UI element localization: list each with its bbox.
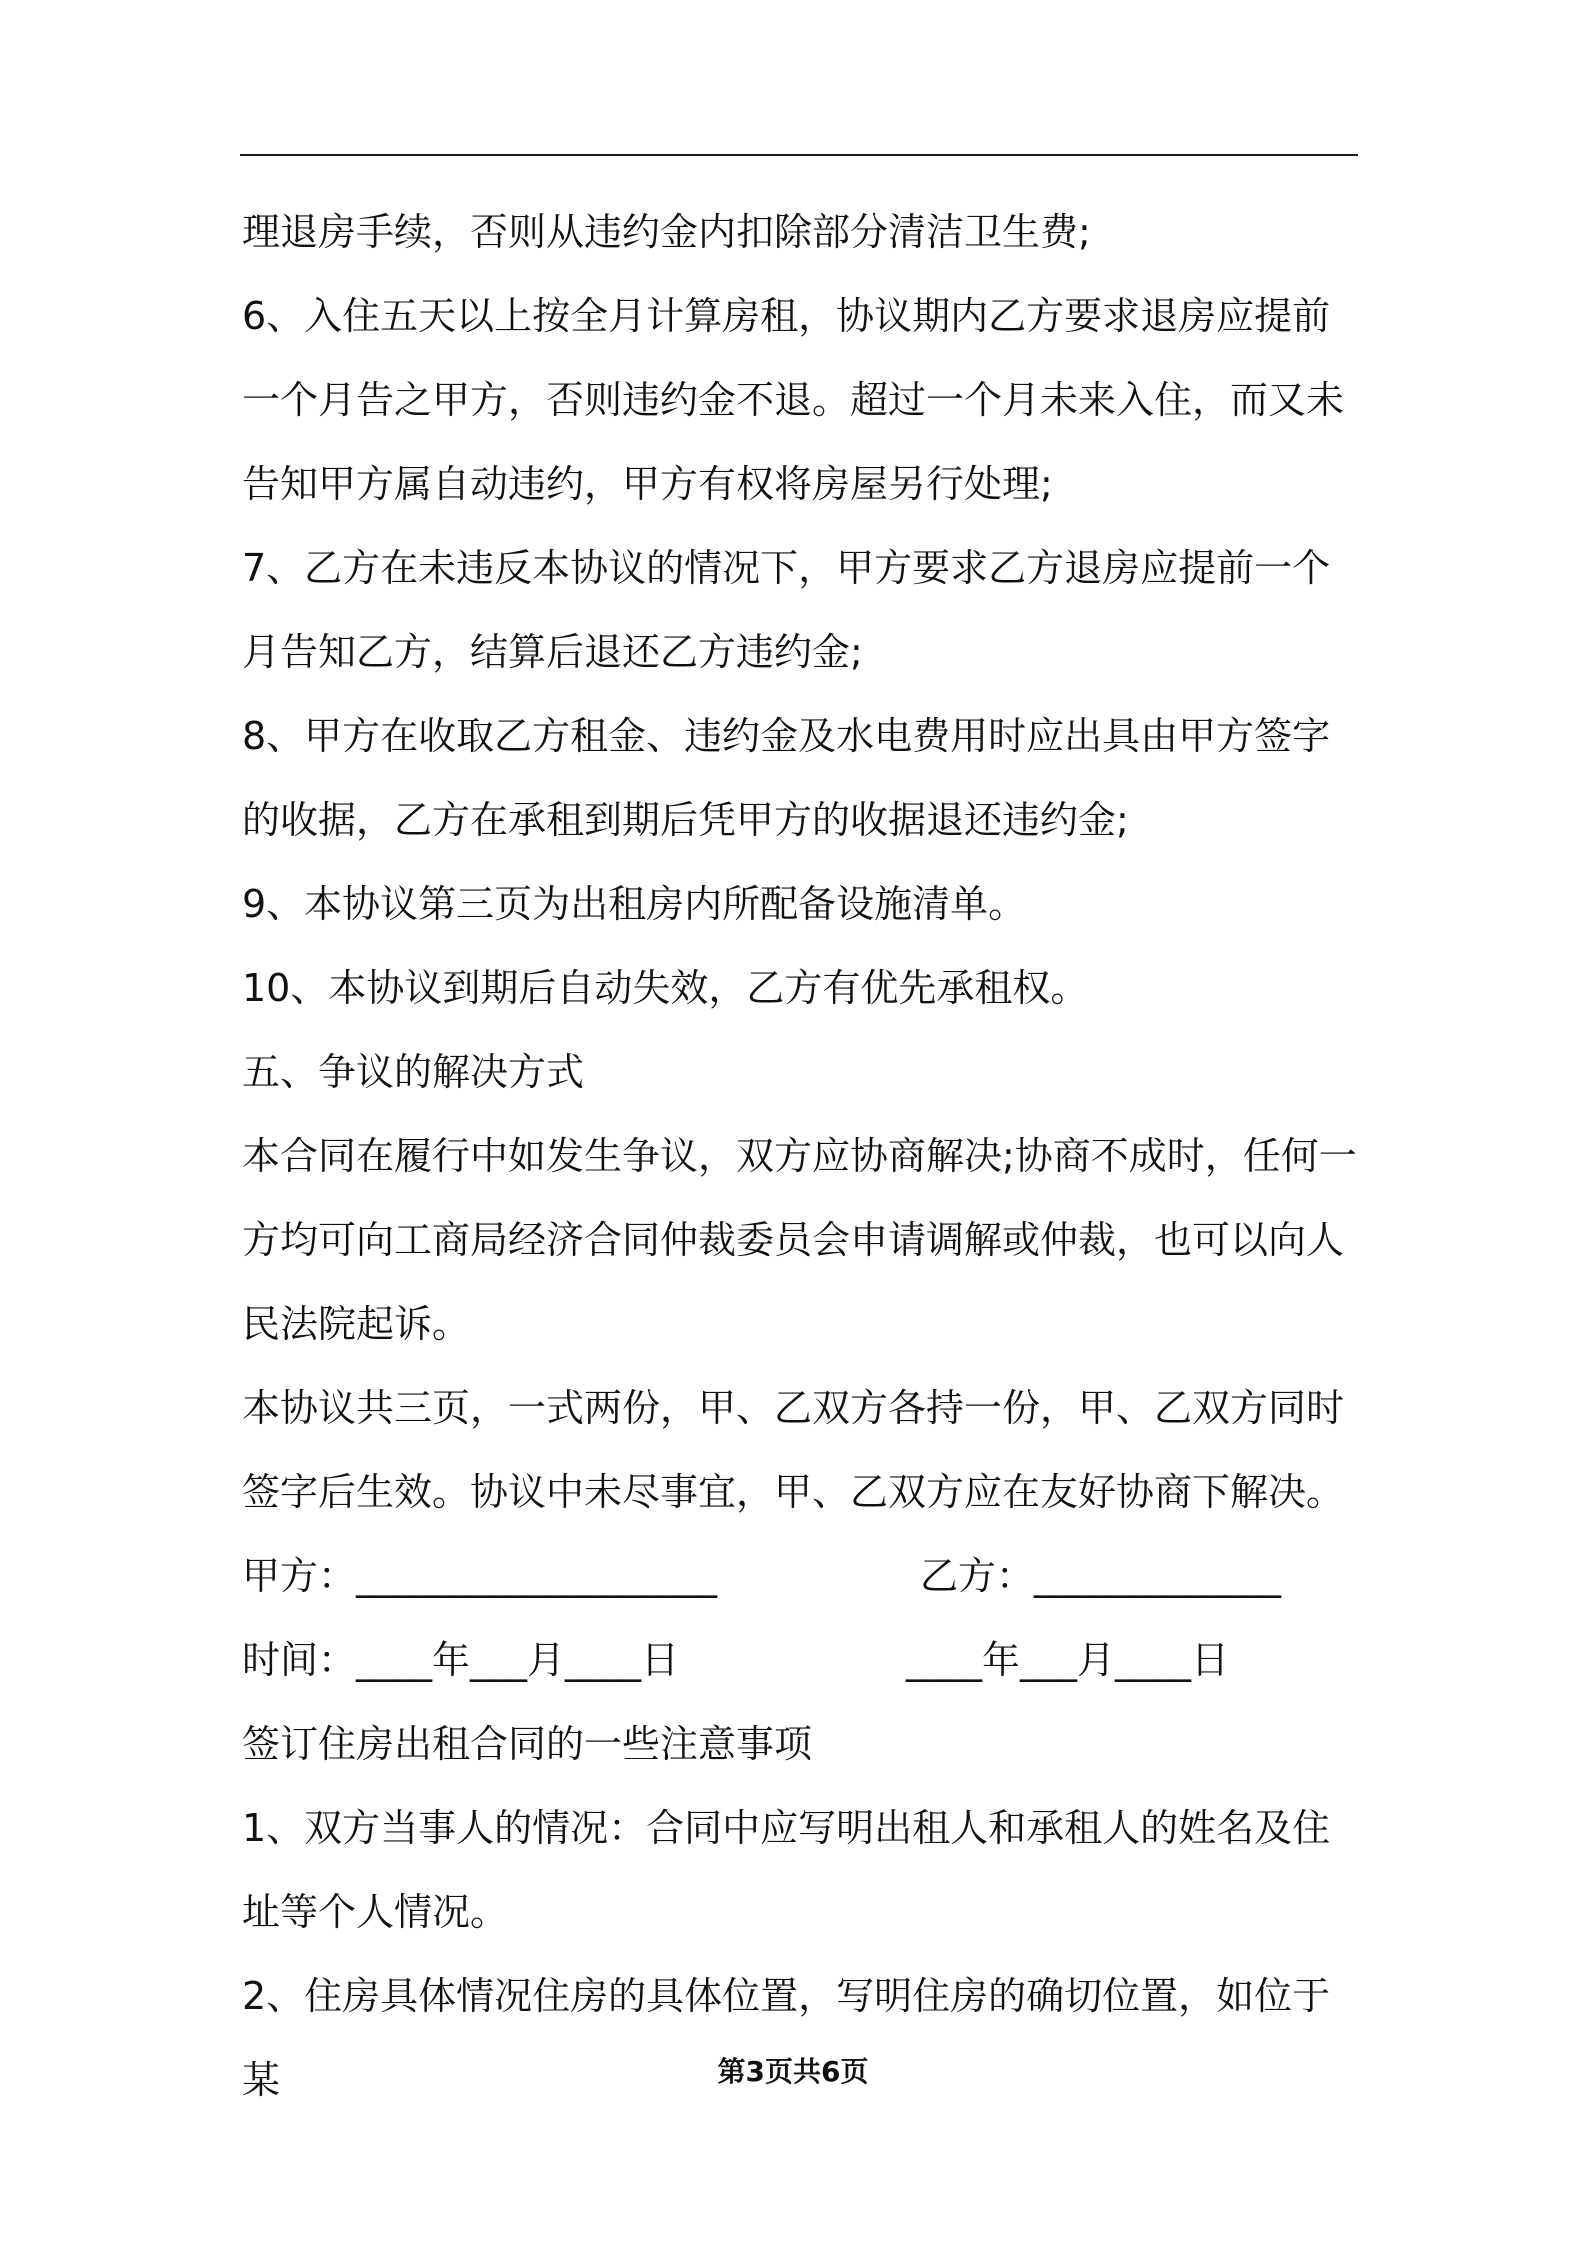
- paragraph-dispute-resolution: 本合同在履行中如发生争议，双方应协商解决;协商不成时，任何一方均可向工商局经济合同仲裁委员会申请调解或仲裁，也可以向人民法院起诉。: [242, 1134, 1357, 1346]
- signature-row-dates: [242, 1618, 1358, 1702]
- section-heading-dispute: 五、争议的解决方式: [242, 1050, 585, 1094]
- note-item-1: 1、双方当事人的情况：合同中应写明出租人和承租人的姓名及住址等个人情况。: [242, 1806, 1331, 1934]
- document-body: [242, 190, 1358, 2122]
- paragraph-cleaning-fee: 理退房手续，否则从违约金内扣除部分清洁卫生费;: [242, 210, 1091, 254]
- party-b-date: ____年___月____日: [906, 1638, 1230, 1682]
- page-number: 第3页共6页: [717, 2055, 869, 2088]
- paragraph-item-6: 6、入住五天以上按全月计算房租，协议期内乙方要求退房应提前一个月告之甲方，否则违约金不退。超过一个月未来入住，而又未告知甲方属自动违约，甲方有权将房屋另行处理;: [242, 294, 1345, 506]
- party-b-signature: 乙方：_____________: [920, 1554, 1282, 1598]
- signature-row-parties: [242, 1534, 1358, 1618]
- party-a-signature: 甲方：___________________: [242, 1554, 718, 1598]
- notes-heading: 签订住房出租合同的一些注意事项: [242, 1722, 813, 1766]
- paragraph-item-9: 9、本协议第三页为出租房内所配备设施清单。: [242, 882, 1027, 926]
- header-rule: [240, 154, 1358, 156]
- note-item-2: 2、住房具体情况住房的具体位置，写明住房的确切位置，如位于某: [242, 1974, 1331, 2102]
- paragraph-agreement-terms: 本协议共三页，一式两份，甲、乙双方各持一份，甲、乙双方同时签字后生效。协议中未尽事宜，甲、乙双方应在友好协商下解决。: [242, 1386, 1345, 1514]
- paragraph-item-8: 8、甲方在收取乙方租金、违约金及水电费用时应出具由甲方签字的收据，乙方在承租到期后凭甲方的收据退还违约金;: [242, 714, 1331, 842]
- paragraph-item-10: 10、本协议到期后自动失效，乙方有优先承租权。: [242, 966, 1089, 1010]
- party-a-date: 时间：____年___月____日: [242, 1638, 680, 1682]
- paragraph-item-7: 7、乙方在未违反本协议的情况下，甲方要求乙方退房应提前一个月告知乙方，结算后退还乙方违约金;: [242, 546, 1331, 674]
